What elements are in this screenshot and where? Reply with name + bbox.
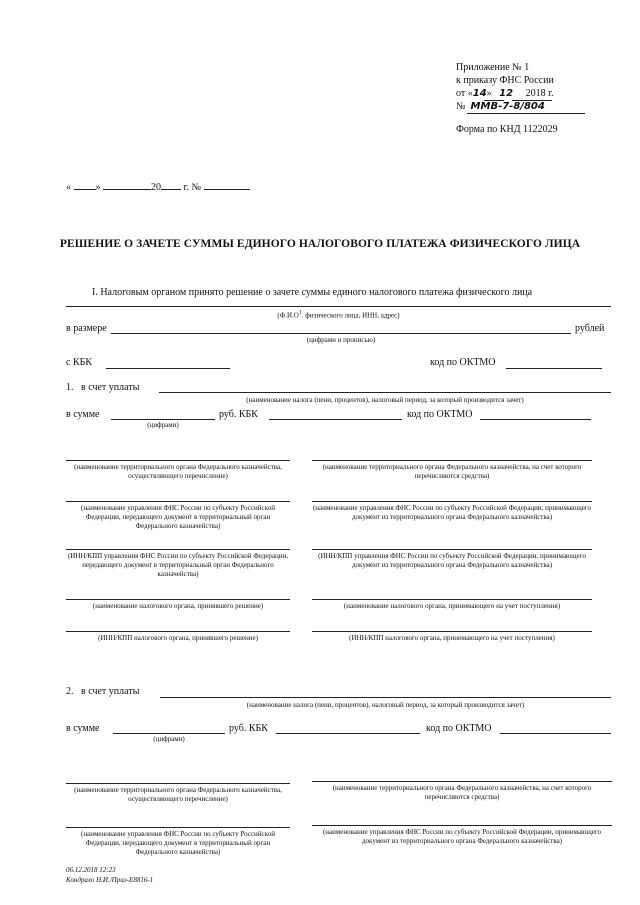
order-label: к приказу ФНС России [456, 75, 554, 86]
block2-sum-label: в сумме [66, 723, 100, 734]
block1-pay-label: в счет уплаты [81, 382, 140, 393]
footer-date: 06.12.2018 12:23 [66, 866, 116, 874]
quote-close: » [95, 182, 101, 193]
b1-right-2: (ИНН/КПП управления ФНС России по субъекту Российской Федерации, принимающего документ из территориального органа Федерального казначейства) [318, 552, 586, 569]
date-prefix: от « [456, 88, 473, 99]
block1-oktmo: код по ОКТМО [407, 409, 473, 420]
quote-open: « [66, 182, 71, 193]
block2-number: 2. [66, 686, 74, 697]
b1-left-4: (ИНН/КПП налогового органа, принявшего решение) [98, 634, 258, 642]
b1-left-0: (наименование территориального органа Федерального казначейства, осуществляющего перечисление) [74, 463, 282, 480]
date-month: 12 [499, 88, 514, 99]
block1-tax-caption: (наименование налога (пени, процентов), налоговый период, за который производится зачет) [246, 396, 524, 404]
date-mid: » [486, 88, 492, 99]
annex-label: Приложение № 1 [456, 62, 530, 73]
oktmo-label: код по ОКТМО [430, 357, 496, 368]
block2-tax-caption: (наименование налога (пени, процентов), налоговый период, за который производится зачет) [246, 701, 525, 709]
doc-date-line [66, 182, 250, 194]
form-code: Форма по КНД 1122029 [456, 124, 558, 135]
year-prefix: 20 [151, 182, 161, 193]
b2-right-0: (наименование территориального органа Федерального казначейства, на счет которого перечисляются средства) [332, 784, 592, 801]
amount-caption: (цифрами и прописью) [306, 336, 376, 344]
b1-right-3: (наименование налогового органа, принимающего на учет поступления) [343, 602, 561, 610]
b1-right-4: (ИНН/КПП налогового органа, принимающего на учет поступления) [349, 634, 555, 642]
b2-left-0: (наименование территориального органа Федерального казначейства, осуществляющего перечисление) [74, 786, 282, 803]
b2-right-1: (наименование управления ФНС России по субъекту Российской Федерации, принимающего документ из территориального органа Федерального казначейства) [322, 828, 602, 845]
kbk-label: с КБК [66, 357, 93, 368]
block2-digits: (цифрами) [153, 735, 185, 743]
b1-right-0: (наименование территориального органа Федерального казначейства, на счет которого перечисляются средства) [322, 463, 582, 480]
section1-heading: I. Налоговым органом принято решение о зачете суммы единого налогового платежа физического лица [92, 287, 533, 298]
num-value: ММВ-7-8/804 [470, 101, 545, 112]
block2-rub-kbk: руб. КБК [229, 723, 268, 734]
date-year: 2018 г. [525, 88, 554, 99]
footer-ref: Кондрахо Н.И./Прил-Е8816-1 [66, 876, 154, 884]
block1-number: 1. [66, 382, 74, 393]
block1-sum-label: в сумме [66, 409, 100, 420]
page-title: РЕШЕНИЕ О ЗАЧЕТЕ СУММЫ ЕДИНОГО НАЛОГОВОГО ПЛАТЕЖА ФИЗИЧЕСКОГО ЛИЦА [59, 238, 581, 250]
number-label: г. № [183, 182, 202, 193]
b1-left-1: (наименование управления ФНС России по субъекту Российской Федерации, передающего документ в территориальный орган Федерального казначейства) [81, 504, 275, 530]
order-number [456, 101, 545, 113]
b1-left-3: (наименование налогового органа, принявшего решение) [92, 602, 264, 610]
fio-caption: ($Ф.И.О^1$. физического лица, ИНН, адрес) [277, 310, 400, 320]
amount-label: в размере [66, 323, 107, 334]
b1-right-1: (наименование управления ФНС России по субъекту Российской Федерации, принимающего документ из территориального органа Федерального казначейства) [312, 504, 592, 521]
num-prefix: № [456, 101, 466, 112]
amount-unit: рублей [575, 323, 605, 334]
block2-oktmo: код по ОКТМО [426, 723, 492, 734]
date-day: 14 [472, 88, 487, 99]
b2-left-1: (наименование управления ФНС России по субъекту Российской Федерации, передающего документ в территориальный орган Федерального казначейства) [81, 830, 275, 856]
block2-pay-label: в счет уплаты [81, 686, 140, 697]
block1-digits: (цифрами) [147, 421, 179, 429]
b1-left-2: (ИНН/КПП управления ФНС России по субъекту Российской Федерации, передающего документ в территориальный орган Федерального казначейства) [67, 552, 289, 578]
order-date [456, 88, 554, 100]
block1-rub-kbk: руб. КБК [219, 409, 258, 420]
